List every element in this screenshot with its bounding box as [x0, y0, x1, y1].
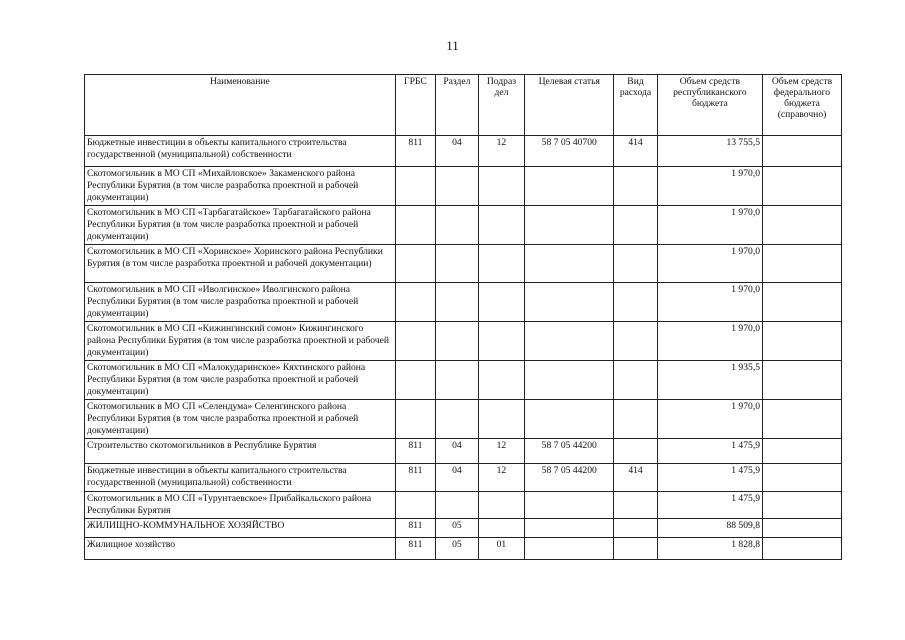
row-grbs-cell: 811 — [395, 439, 435, 464]
column-header-grbs: ГРБС — [395, 75, 435, 136]
row-razdel-cell: 04 — [436, 464, 479, 492]
row-federal-budget-cell — [763, 322, 842, 361]
row-target-article-cell — [525, 206, 614, 245]
table-row — [85, 245, 842, 283]
column-header-razdel: Раздел — [436, 75, 479, 136]
table-row — [85, 167, 842, 206]
row-expense-type-cell — [614, 283, 658, 322]
row-expense-type-cell: 414 — [614, 464, 658, 492]
row-razdel-cell — [436, 322, 479, 361]
table-row — [85, 206, 842, 245]
row-expense-type-cell — [614, 538, 658, 560]
row-name-cell: Скотомогильник в МО СП «Кижингинский сомон» Кижингинского района Республики Бурятия (в том числе разработка проектной и рабочей документации) — [85, 322, 396, 361]
row-razdel-cell: 05 — [436, 538, 479, 560]
row-podrazdel-cell — [478, 400, 525, 439]
row-grbs-cell — [395, 245, 435, 283]
table-row — [85, 464, 842, 492]
row-name-cell: Скотомогильник в МО СП «Малокударинское» Кяхтинского района Республики Бурятия (в том числе разработка проектной и рабочей документации) — [85, 361, 396, 400]
row-target-article-cell — [525, 283, 614, 322]
row-podrazdel-cell — [478, 492, 525, 519]
row-federal-budget-cell — [763, 464, 842, 492]
row-podrazdel-cell — [478, 283, 525, 322]
row-razdel-cell — [436, 206, 479, 245]
row-target-article-cell — [525, 519, 614, 538]
row-federal-budget-cell — [763, 206, 842, 245]
row-razdel-cell — [436, 400, 479, 439]
row-podrazdel-cell — [478, 519, 525, 538]
column-header-target-article: Целевая статья — [525, 75, 614, 136]
row-expense-type-cell: 414 — [614, 136, 658, 167]
row-name-cell: Скотомогильник в МО СП «Иволгинское» Иволгинского района Республики Бурятия (в том числе разработка проектной и рабочей документации) — [85, 283, 396, 322]
row-expense-type-cell — [614, 492, 658, 519]
row-podrazdel-cell: 12 — [478, 439, 525, 464]
row-name-cell: Скотомогильник в МО СП «Хоринское» Хоринского района Республики Бурятия (в том числе разработка проектной и рабочей документации) — [85, 245, 396, 283]
budget-table — [84, 74, 842, 560]
column-header-name: Наименование — [85, 75, 396, 136]
row-target-article-cell — [525, 167, 614, 206]
column-header-expense-type: Вид расхода — [614, 75, 658, 136]
row-name-cell: Скотомогильник в МО СП «Селендума» Селенгинского района Республики Бурятия (в том числе разработка проектной и рабочей документации) — [85, 400, 396, 439]
row-razdel-cell — [436, 283, 479, 322]
row-federal-budget-cell — [763, 519, 842, 538]
row-podrazdel-cell — [478, 322, 525, 361]
row-podrazdel-cell — [478, 206, 525, 245]
row-republican-budget-cell: 1 970,0 — [657, 245, 762, 283]
table-row — [85, 400, 842, 439]
table-body — [85, 136, 842, 560]
row-name-cell: Бюджетные инвестиции в объекты капитального строительства государственной (муниципальной) собственности — [85, 464, 396, 492]
row-target-article-cell: 58 7 05 40700 — [525, 136, 614, 167]
row-target-article-cell: 58 7 05 44200 — [525, 464, 614, 492]
row-federal-budget-cell — [763, 167, 842, 206]
row-federal-budget-cell — [763, 400, 842, 439]
row-grbs-cell: 811 — [395, 519, 435, 538]
row-name-cell: ЖИЛИЩНО-КОММУНАЛЬНОЕ ХОЗЯЙСТВО — [85, 519, 396, 538]
row-expense-type-cell — [614, 400, 658, 439]
row-expense-type-cell — [614, 167, 658, 206]
row-republican-budget-cell: 1 970,0 — [657, 322, 762, 361]
table-row — [85, 322, 842, 361]
row-grbs-cell — [395, 492, 435, 519]
row-target-article-cell — [525, 245, 614, 283]
row-razdel-cell — [436, 361, 479, 400]
table-row — [85, 361, 842, 400]
row-grbs-cell — [395, 283, 435, 322]
row-expense-type-cell — [614, 322, 658, 361]
row-podrazdel-cell — [478, 167, 525, 206]
row-federal-budget-cell — [763, 492, 842, 519]
row-podrazdel-cell — [478, 361, 525, 400]
row-name-cell: Бюджетные инвестиции в объекты капитального строительства государственной (муниципальной) собственности — [85, 136, 396, 167]
column-header-republican-budget: Объем средств республиканского бюджета — [657, 75, 762, 136]
column-header-podrazdel: Подраз дел — [478, 75, 525, 136]
row-grbs-cell — [395, 361, 435, 400]
page-number: 11 — [446, 38, 459, 53]
row-expense-type-cell — [614, 361, 658, 400]
row-republican-budget-cell: 1 970,0 — [657, 167, 762, 206]
row-target-article-cell — [525, 361, 614, 400]
row-podrazdel-cell: 01 — [478, 538, 525, 560]
row-grbs-cell — [395, 167, 435, 206]
row-razdel-cell: 04 — [436, 136, 479, 167]
row-republican-budget-cell: 1 475,9 — [657, 439, 762, 464]
row-expense-type-cell — [614, 245, 658, 283]
row-federal-budget-cell — [763, 283, 842, 322]
row-republican-budget-cell: 1 475,9 — [657, 492, 762, 519]
row-republican-budget-cell: 1 828,8 — [657, 538, 762, 560]
row-expense-type-cell — [614, 439, 658, 464]
row-podrazdel-cell: 12 — [478, 136, 525, 167]
row-grbs-cell — [395, 322, 435, 361]
row-name-cell: Строительство скотомогильников в Республике Бурятия — [85, 439, 396, 464]
row-razdel-cell — [436, 167, 479, 206]
row-target-article-cell: 58 7 05 44200 — [525, 439, 614, 464]
row-razdel-cell: 04 — [436, 439, 479, 464]
row-grbs-cell: 811 — [395, 136, 435, 167]
row-republican-budget-cell: 1 475,9 — [657, 464, 762, 492]
row-federal-budget-cell — [763, 136, 842, 167]
row-name-cell: Скотомогильник в МО СП «Турунтаевское» Прибайкальского района Республики Бурятия — [85, 492, 396, 519]
table-row — [85, 439, 842, 464]
row-grbs-cell — [395, 206, 435, 245]
row-republican-budget-cell: 1 970,0 — [657, 283, 762, 322]
row-name-cell: Жилищное хозяйство — [85, 538, 396, 560]
row-name-cell: Скотомогильник в МО СП «Тарбагатайское» Тарбагатайского района Республики Бурятия (в том числе разработка проектной и рабочей документации) — [85, 206, 396, 245]
row-expense-type-cell — [614, 519, 658, 538]
table-row — [85, 519, 842, 538]
row-target-article-cell — [525, 492, 614, 519]
row-republican-budget-cell: 1 935,5 — [657, 361, 762, 400]
column-header-federal-budget: Объем средств федерального бюджета (справочно) — [763, 75, 842, 136]
table-row — [85, 492, 842, 519]
row-grbs-cell: 811 — [395, 464, 435, 492]
row-target-article-cell — [525, 538, 614, 560]
table-row — [85, 283, 842, 322]
table-header-row — [85, 75, 842, 136]
row-grbs-cell: 811 — [395, 538, 435, 560]
row-federal-budget-cell — [763, 245, 842, 283]
table-row — [85, 538, 842, 560]
row-podrazdel-cell: 12 — [478, 464, 525, 492]
row-podrazdel-cell — [478, 245, 525, 283]
table-row — [85, 136, 842, 167]
row-federal-budget-cell — [763, 361, 842, 400]
row-federal-budget-cell — [763, 439, 842, 464]
row-razdel-cell: 05 — [436, 519, 479, 538]
row-republican-budget-cell: 1 970,0 — [657, 400, 762, 439]
row-republican-budget-cell: 88 509,8 — [657, 519, 762, 538]
row-target-article-cell — [525, 322, 614, 361]
row-expense-type-cell — [614, 206, 658, 245]
row-republican-budget-cell: 13 755,5 — [657, 136, 762, 167]
row-razdel-cell — [436, 492, 479, 519]
row-name-cell: Скотомогильник в МО СП «Михайловское» Закаменского района Республики Бурятия (в том числе разработка проектной и рабочей документации) — [85, 167, 396, 206]
row-grbs-cell — [395, 400, 435, 439]
row-razdel-cell — [436, 245, 479, 283]
row-federal-budget-cell — [763, 538, 842, 560]
row-target-article-cell — [525, 400, 614, 439]
row-republican-budget-cell: 1 970,0 — [657, 206, 762, 245]
